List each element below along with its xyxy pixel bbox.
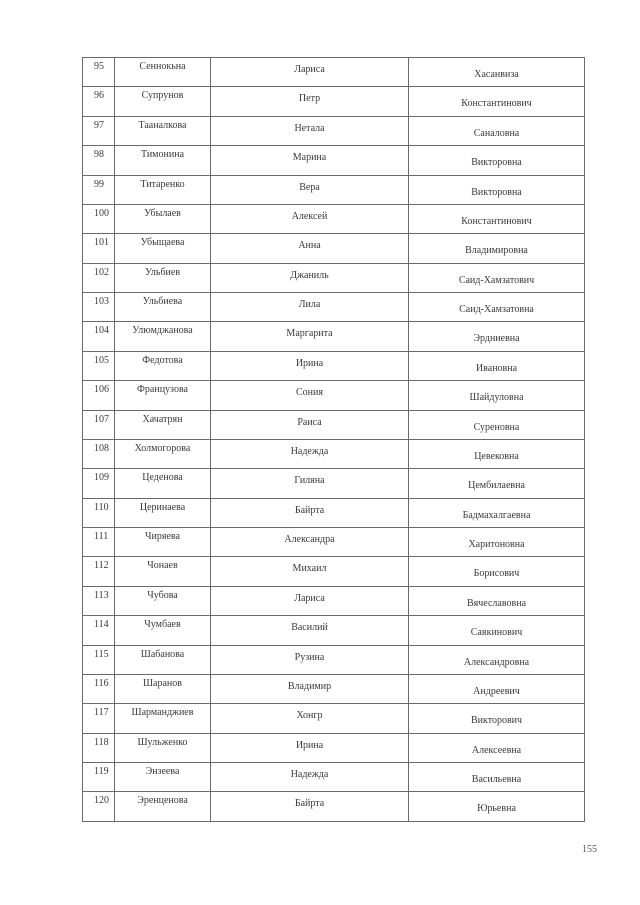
cell-first-name: Надежда bbox=[211, 439, 409, 468]
cell-last-name: Чиряева bbox=[115, 528, 211, 557]
cell-last-name: Шаранов bbox=[115, 674, 211, 703]
cell-patronymic: Викторович bbox=[409, 704, 585, 733]
cell-patronymic: Алексеевна bbox=[409, 733, 585, 762]
table-row bbox=[83, 322, 585, 351]
cell-number: 120 bbox=[83, 792, 115, 822]
cell-patronymic: Савкинович bbox=[409, 616, 585, 645]
cell-patronymic: Цембилаевна bbox=[409, 469, 585, 498]
table-row bbox=[83, 763, 585, 792]
table-row bbox=[83, 528, 585, 557]
cell-number: 106 bbox=[83, 381, 115, 410]
table-row bbox=[83, 204, 585, 233]
cell-last-name: Энзеева bbox=[115, 763, 211, 792]
table-row bbox=[83, 792, 585, 822]
cell-first-name: Нетала bbox=[211, 116, 409, 145]
cell-patronymic: Суреновна bbox=[409, 410, 585, 439]
cell-number: 109 bbox=[83, 469, 115, 498]
cell-last-name: Эренценова bbox=[115, 792, 211, 822]
cell-patronymic: Юрьевна bbox=[409, 792, 585, 822]
cell-patronymic: Викторовна bbox=[409, 175, 585, 204]
cell-last-name: Сеннокьна bbox=[115, 58, 211, 87]
cell-first-name: Василий bbox=[211, 616, 409, 645]
table-row bbox=[83, 557, 585, 586]
cell-number: 95 bbox=[83, 58, 115, 87]
cell-first-name: Алексей bbox=[211, 204, 409, 233]
cell-last-name: Ульбиева bbox=[115, 293, 211, 322]
cell-patronymic: Харитоновна bbox=[409, 528, 585, 557]
cell-patronymic: Саналовна bbox=[409, 116, 585, 145]
cell-patronymic: Цевековна bbox=[409, 439, 585, 468]
cell-patronymic: Васильевна bbox=[409, 763, 585, 792]
cell-last-name: Титаренко bbox=[115, 175, 211, 204]
cell-first-name: Ирина bbox=[211, 733, 409, 762]
cell-number: 96 bbox=[83, 87, 115, 116]
cell-number: 116 bbox=[83, 674, 115, 703]
cell-first-name: Лариса bbox=[211, 58, 409, 87]
cell-patronymic: Шайдуловна bbox=[409, 381, 585, 410]
cell-first-name: Сония bbox=[211, 381, 409, 410]
table-row bbox=[83, 87, 585, 116]
cell-number: 111 bbox=[83, 528, 115, 557]
cell-first-name: Байрта bbox=[211, 792, 409, 822]
table-row bbox=[83, 704, 585, 733]
cell-last-name: Шульженко bbox=[115, 733, 211, 762]
cell-last-name: Шабанова bbox=[115, 645, 211, 674]
cell-first-name: Надежда bbox=[211, 763, 409, 792]
cell-patronymic: Эрдниевна bbox=[409, 322, 585, 351]
table-row bbox=[83, 645, 585, 674]
cell-last-name: Убылаев bbox=[115, 204, 211, 233]
cell-patronymic: Саид-Хамзатович bbox=[409, 263, 585, 292]
cell-number: 100 bbox=[83, 204, 115, 233]
table-row bbox=[83, 381, 585, 410]
cell-first-name: Рузина bbox=[211, 645, 409, 674]
table-row bbox=[83, 439, 585, 468]
cell-last-name: Чубова bbox=[115, 586, 211, 615]
cell-number: 97 bbox=[83, 116, 115, 145]
table-row bbox=[83, 293, 585, 322]
cell-first-name: Маргарита bbox=[211, 322, 409, 351]
cell-last-name: Супрунов bbox=[115, 87, 211, 116]
cell-patronymic: Хасанвиза bbox=[409, 58, 585, 87]
table-row bbox=[83, 351, 585, 380]
cell-first-name: Михаил bbox=[211, 557, 409, 586]
table-row bbox=[83, 116, 585, 145]
table-row bbox=[83, 469, 585, 498]
cell-number: 113 bbox=[83, 586, 115, 615]
cell-first-name: Владимир bbox=[211, 674, 409, 703]
cell-last-name: Тимонина bbox=[115, 146, 211, 175]
cell-last-name: Улюмджанова bbox=[115, 322, 211, 351]
cell-patronymic: Борисович bbox=[409, 557, 585, 586]
cell-number: 104 bbox=[83, 322, 115, 351]
cell-number: 114 bbox=[83, 616, 115, 645]
cell-last-name: Убыщаева bbox=[115, 234, 211, 263]
cell-number: 118 bbox=[83, 733, 115, 762]
name-table bbox=[82, 57, 585, 822]
cell-first-name: Лила bbox=[211, 293, 409, 322]
cell-number: 119 bbox=[83, 763, 115, 792]
table-row bbox=[83, 616, 585, 645]
table-row bbox=[83, 234, 585, 263]
cell-number: 115 bbox=[83, 645, 115, 674]
table-row bbox=[83, 175, 585, 204]
cell-patronymic: Ивановна bbox=[409, 351, 585, 380]
cell-patronymic: Константинович bbox=[409, 204, 585, 233]
cell-number: 103 bbox=[83, 293, 115, 322]
cell-number: 102 bbox=[83, 263, 115, 292]
table-body bbox=[83, 58, 585, 822]
cell-patronymic: Александровна bbox=[409, 645, 585, 674]
cell-number: 107 bbox=[83, 410, 115, 439]
cell-first-name: Гиляна bbox=[211, 469, 409, 498]
cell-number: 105 bbox=[83, 351, 115, 380]
cell-last-name: Французова bbox=[115, 381, 211, 410]
cell-patronymic: Андреевич bbox=[409, 674, 585, 703]
cell-patronymic: Викторовна bbox=[409, 146, 585, 175]
cell-last-name: Церинаева bbox=[115, 498, 211, 527]
cell-first-name: Раиса bbox=[211, 410, 409, 439]
table-row bbox=[83, 263, 585, 292]
cell-first-name: Лариса bbox=[211, 586, 409, 615]
table-row bbox=[83, 58, 585, 87]
cell-number: 108 bbox=[83, 439, 115, 468]
page-number: 155 bbox=[582, 844, 597, 855]
cell-first-name: Анна bbox=[211, 234, 409, 263]
cell-number: 99 bbox=[83, 175, 115, 204]
cell-number: 98 bbox=[83, 146, 115, 175]
cell-first-name: Петр bbox=[211, 87, 409, 116]
cell-number: 110 bbox=[83, 498, 115, 527]
cell-patronymic: Владимировна bbox=[409, 234, 585, 263]
cell-patronymic: Бадмахалгаевна bbox=[409, 498, 585, 527]
cell-last-name: Федотова bbox=[115, 351, 211, 380]
table-row bbox=[83, 146, 585, 175]
cell-patronymic: Саид-Хамзатовна bbox=[409, 293, 585, 322]
cell-last-name: Тааналкова bbox=[115, 116, 211, 145]
table-row bbox=[83, 733, 585, 762]
cell-last-name: Чумбаев bbox=[115, 616, 211, 645]
cell-last-name: Цеденова bbox=[115, 469, 211, 498]
cell-first-name: Ирина bbox=[211, 351, 409, 380]
cell-patronymic: Вячеславовна bbox=[409, 586, 585, 615]
cell-number: 112 bbox=[83, 557, 115, 586]
cell-number: 101 bbox=[83, 234, 115, 263]
table-row bbox=[83, 674, 585, 703]
cell-last-name: Холмогорова bbox=[115, 439, 211, 468]
table-row bbox=[83, 586, 585, 615]
cell-first-name: Марина bbox=[211, 146, 409, 175]
cell-last-name: Хачатрян bbox=[115, 410, 211, 439]
cell-patronymic: Константинович bbox=[409, 87, 585, 116]
cell-first-name: Байрта bbox=[211, 498, 409, 527]
cell-first-name: Вера bbox=[211, 175, 409, 204]
cell-first-name: Джаниль bbox=[211, 263, 409, 292]
table-row bbox=[83, 498, 585, 527]
cell-first-name: Александра bbox=[211, 528, 409, 557]
cell-last-name: Шарманджиев bbox=[115, 704, 211, 733]
cell-first-name: Хонгр bbox=[211, 704, 409, 733]
cell-last-name: Ульбиев bbox=[115, 263, 211, 292]
cell-number: 117 bbox=[83, 704, 115, 733]
table-row bbox=[83, 410, 585, 439]
cell-last-name: Чонаев bbox=[115, 557, 211, 586]
